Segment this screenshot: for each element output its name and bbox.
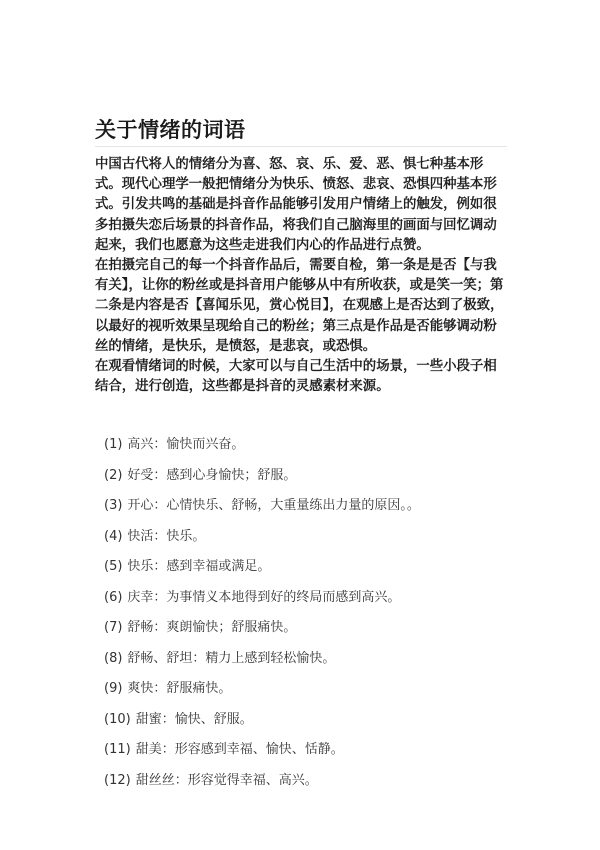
list-item <box>104 644 420 675</box>
item-text: 爽快：舒服痛快。 <box>127 681 232 696</box>
item-text: 快乐：感到幸福或满足。 <box>127 559 271 574</box>
title-divider <box>95 146 507 147</box>
item-text: 舒畅：爽朗愉快；舒服痛快。 <box>127 620 297 635</box>
list-item <box>104 583 420 614</box>
list-item <box>104 674 420 705</box>
list-item <box>104 705 420 736</box>
emotion-word-list <box>104 430 420 796</box>
list-item <box>104 735 420 766</box>
list-item <box>104 766 420 797</box>
intro-section <box>95 155 510 397</box>
item-number: (10) <box>104 711 131 727</box>
item-number: (9) <box>104 681 123 696</box>
item-number: (1) <box>104 437 123 452</box>
intro-paragraph: 中国古代将人的情绪分为喜、怒、哀、乐、爱、恶、惧七种基本形式。现代心理学一般把情绪分为快乐、愤怒、悲哀、恐惧四种基本形式。引发共鸣的基础是抖音作品能够引发用户情绪上的触发，例如很多拍摄失恋后场景的抖音作品，将我们自己脑海里的画面与回忆调动起来，我们也愿意为这些走进我们内心的作品进行点赞。 <box>95 157 497 253</box>
item-number: (2) <box>104 467 123 483</box>
intro-paragraph: 在拍摄完自己的每一个抖音作品后，需要自检，第一条是是否【与我有关】，让你的粉丝或是抖音用户能够从中有所收获，或是笑一笑；第二条是内容是否【喜闻乐见，赏心悦目】，在观感上是否达到了极致，以最好的视听效果呈现给自己的粉丝；第三点是作品是否能够调动粉丝的情绪，是快乐，是愤怒，是悲哀，或恐惧。 <box>95 258 504 354</box>
item-text: 舒畅、舒坦：精力上感到轻松愉快。 <box>127 650 336 666</box>
item-text: 好受：感到心身愉快；舒服。 <box>127 467 297 483</box>
item-text: 甜丝丝：形容觉得幸福、高兴。 <box>135 772 318 788</box>
item-text: 高兴：愉快而兴奋。 <box>127 437 245 452</box>
list-item <box>104 522 420 553</box>
item-number: (11) <box>104 742 131 757</box>
item-number: (6) <box>104 589 123 605</box>
list-item <box>104 430 420 461</box>
intro-paragraph: 在观看情绪词的时候，大家可以与自己生活中的场景，一些小段子相结合，进行创造，这些都是抖音的灵感素材来源。 <box>95 359 497 395</box>
list-item <box>104 461 420 492</box>
list-item <box>104 613 420 644</box>
item-number: (12) <box>104 772 131 788</box>
item-number: (8) <box>104 650 123 666</box>
item-number: (5) <box>104 559 123 574</box>
list-item <box>104 552 420 583</box>
page-title: 关于情绪的词语 <box>95 118 246 142</box>
item-text: 开心：心情快乐、舒畅，大重量练出力量的原因。。 <box>127 498 420 513</box>
item-number: (7) <box>104 620 123 635</box>
item-number: (4) <box>104 528 123 544</box>
item-text: 庆幸：为事情义本地得到好的终局而感到高兴。 <box>127 589 401 605</box>
item-text: 甜蜜：愉快、舒服。 <box>135 711 253 727</box>
item-number: (3) <box>104 498 123 513</box>
list-item <box>104 491 420 522</box>
item-text: 快活：快乐。 <box>127 528 206 544</box>
item-text: 甜美：形容感到幸福、愉快、恬静。 <box>135 742 344 757</box>
